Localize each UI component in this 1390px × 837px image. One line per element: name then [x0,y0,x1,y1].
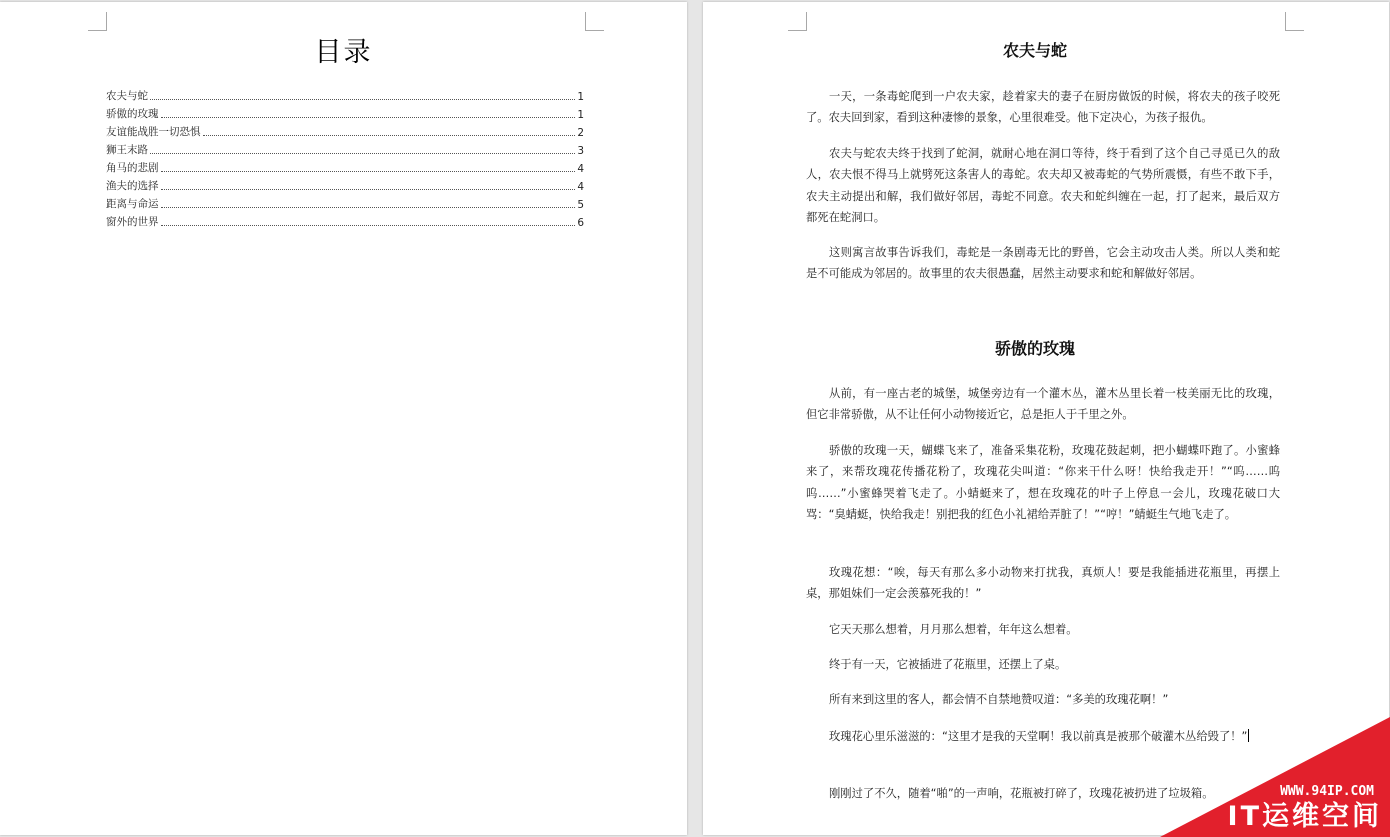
toc-entry-title[interactable]: 渔夫的选择 [106,180,159,192]
toc-entry-page: 1 [577,91,584,103]
toc-leader [161,117,576,118]
toc-leader [150,153,575,154]
watermark-brand: IT运维空间 [1227,801,1382,832]
story-paragraph: 骄傲的玫瑰一天，蝴蝶飞来了，准备采集花粉，玫瑰花鼓起刺，把小蝴蝶吓跑了。小蜜蜂来了，来帮玫瑰花传播花粉了，玫瑰花尖叫道：“你来干什么呀！快给我走开！”“呜……呜呜……”小蜜蜂哭着飞走了。小蜻蜓来了，想在玫瑰花的叶子上停息一会儿，玫瑰花破口大骂：“臭蜻蜓，快给我走！别把我的红色小礼裙给弄脏了！”“哼！”蜻蜓生气地飞走了。 [806,444,1280,521]
toc-leader [161,225,576,226]
toc-leader [150,99,575,100]
story-paragraph: 从前，有一座古老的城堡，城堡旁边有一个灌木丛，灌木丛里长着一枝美丽无比的玫瑰，但它非常骄傲，从不让任何小动物接近它，总是拒人于千里之外。 [806,387,1280,422]
crop-mark-top-left [788,12,807,31]
toc-list [106,85,584,229]
story-paragraph: 所有来到这里的客人，都会情不自禁地赞叹道：“多美的玫瑰花啊！” [829,693,1169,706]
story-paragraph: 刚刚过了不久，随着“啪”的一声响，花瓶被打碎了，玫瑰花被扔进了垃圾箱。 [829,787,1214,800]
toc-leader [161,171,576,172]
toc-entry-title[interactable]: 窗外的世界 [106,216,159,228]
watermark-url: WWW.94IP.COM [1280,784,1374,799]
toc-entry[interactable] [106,193,584,211]
story-paragraph: 一天，一条毒蛇爬到一户农夫家，趁着家夫的妻子在厨房做饭的时候，将农夫的孩子咬死了。农夫回到家，看到这种凄惨的景象，心里很难受。他下定决心，为孩子报仇。 [806,90,1280,125]
toc-entry-page: 5 [577,199,584,211]
toc-entry-page: 4 [577,163,584,175]
toc-entry-page: 3 [577,145,584,157]
crop-mark-top-left [88,12,107,31]
story-paragraph: 农夫与蛇农夫终于找到了蛇洞，就耐心地在洞口等待，终于看到了这个自己寻觅已久的敌人，农夫恨不得马上就劈死这条害人的毒蛇。农夫却又被毒蛇的气势所震慑，有些不敢下手，农夫主动提出和解，我们做好邻居，毒蛇不同意。农夫和蛇纠缠在一起，打了起来，最后双方都死在蛇洞口。 [806,147,1280,224]
toc-entry[interactable] [106,157,584,175]
story-heading: 农夫与蛇 [1002,41,1067,60]
toc-entry-page: 6 [577,217,584,229]
toc-entry-title[interactable]: 狮王末路 [106,144,148,156]
toc-entry[interactable] [106,121,584,139]
toc-leader [203,135,576,136]
toc-entry[interactable] [106,139,584,157]
toc-leader [161,207,576,208]
story-paragraph: 玫瑰花想：“唉，每天有那么多小动物来打扰我，真烦人！要是我能插进花瓶里，再摆上桌，那姐妹们一定会羡慕死我的！” [806,566,1280,601]
story-paragraph-text: 玫瑰花心里乐滋滋的：“这里才是我的天堂啊！我以前真是被那个破灌木丛给毁了！” [829,730,1248,743]
page-stories[interactable] [703,2,1389,835]
page-toc [0,2,687,835]
toc-entry[interactable] [106,103,584,121]
toc-title: 目录 [314,37,373,68]
story-heading: 骄傲的玫瑰 [994,339,1075,358]
story-paragraph: 它天天那么想着，月月那么想着，年年这么想着。 [829,623,1078,636]
toc-entry-title[interactable]: 角马的悲剧 [106,162,159,174]
toc-entry[interactable] [106,175,584,193]
toc-leader [161,189,576,190]
toc-entry-title[interactable]: 距离与命运 [106,198,159,210]
toc-entry[interactable] [106,211,584,229]
toc-entry-title[interactable]: 农夫与蛇 [106,90,148,102]
story-paragraph: 终于有一天，它被插进了花瓶里，还摆上了桌。 [829,658,1067,671]
crop-mark-top-right [1285,12,1304,31]
crop-mark-top-right [585,12,604,31]
toc-entry-title[interactable]: 骄傲的玫瑰 [106,108,159,120]
toc-entry-page: 1 [577,109,584,121]
toc-entry[interactable] [106,85,584,103]
toc-entry-page: 4 [577,181,584,193]
toc-entry-page: 2 [577,127,584,139]
story-paragraph: 这则寓言故事告诉我们，毒蛇是一条剧毒无比的野兽，它会主动攻击人类。所以人类和蛇是不可能成为邻居的。故事里的农夫很愚蠢，居然主动要求和蛇和解做好邻居。 [806,246,1280,281]
toc-entry-title[interactable]: 友谊能战胜一切恐惧 [106,126,201,138]
